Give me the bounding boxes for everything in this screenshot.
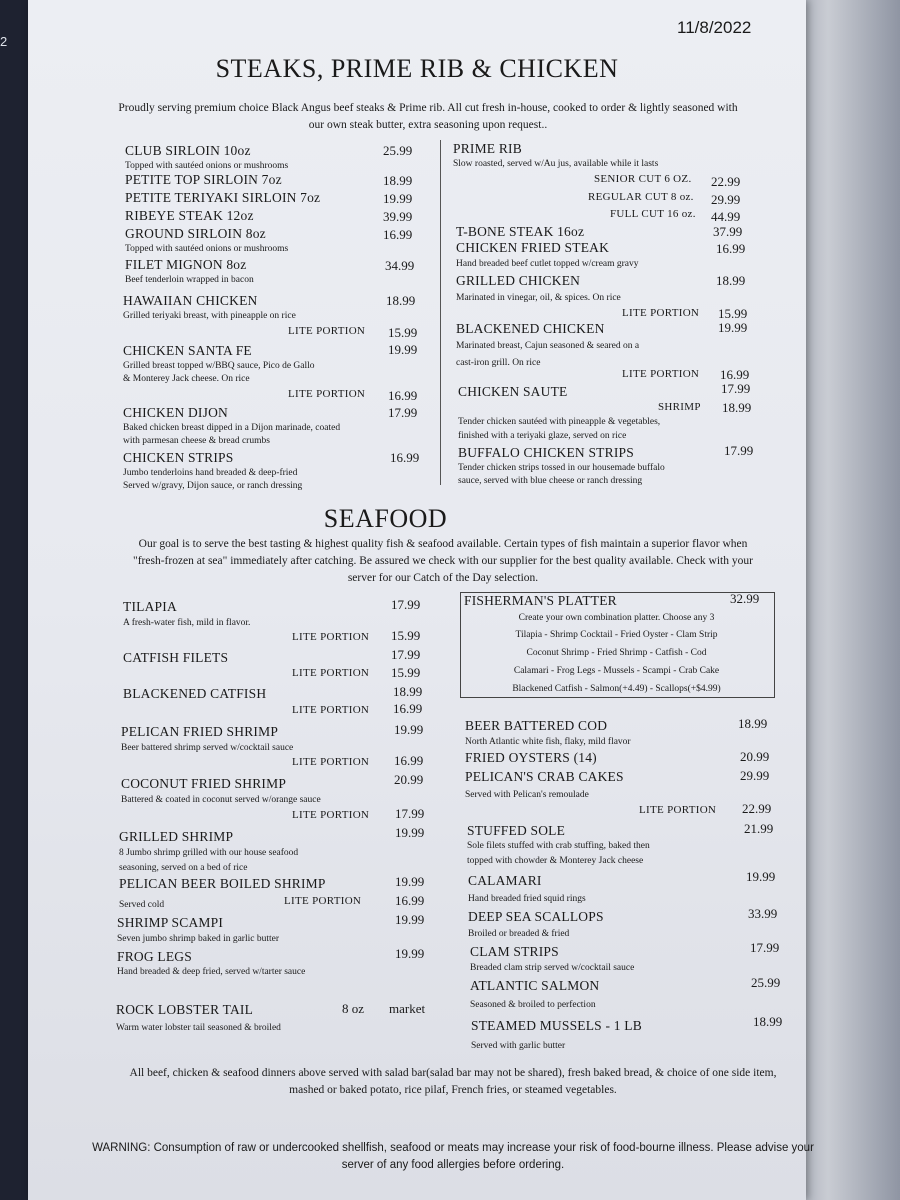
- item-name: PETITE TERIYAKI SIRLOIN 7oz: [125, 190, 321, 205]
- item-name: SHRIMP SCAMPI: [117, 915, 224, 930]
- page-marker: 2: [0, 34, 8, 49]
- lite-portion-price: 16.99: [393, 701, 423, 716]
- item-price: 17.99: [391, 597, 421, 612]
- item-desc: Seasoned & broiled to perfection: [470, 1000, 596, 1010]
- item-desc: Topped with sautéed onions or mushrooms: [125, 244, 289, 254]
- item-size: 8 oz: [342, 1001, 365, 1016]
- item-name: FRIED OYSTERS (14): [465, 750, 597, 765]
- lite-portion-label: LITE PORTION: [622, 368, 700, 380]
- item-name: CLAM STRIPS: [470, 944, 559, 959]
- item-price: 17.99: [750, 940, 780, 955]
- item-name: HAWAIIAN CHICKEN: [123, 293, 258, 308]
- lite-portion-price: 15.99: [718, 306, 748, 321]
- item-price: 16.99: [383, 227, 413, 242]
- item-price: 17.99: [724, 443, 754, 458]
- item-desc: topped with chowder & Monterey Jack cheese: [467, 856, 644, 866]
- item-name: DEEP SEA SCALLOPS: [468, 909, 604, 924]
- item-desc: Marinated breast, Cajun seasoned & seared on a: [456, 341, 640, 351]
- item-desc: Served cold: [119, 900, 165, 910]
- lite-portion-label: LITE PORTION: [284, 895, 362, 907]
- menu-page: [28, 0, 814, 1200]
- cut-label: FULL CUT 16 oz.: [610, 208, 696, 220]
- cut-label: SENIOR CUT 6 OZ.: [594, 173, 692, 185]
- item-name: RIBEYE STEAK 12oz: [125, 208, 254, 223]
- item-desc: Slow roasted, served w/Au jus, available while it lasts: [453, 159, 659, 169]
- cut-price: 22.99: [711, 174, 741, 189]
- lite-portion-price: 16.99: [720, 367, 750, 382]
- item-name: FISHERMAN'S PLATTER: [464, 593, 617, 608]
- item-name: GROUND SIRLOIN 8oz: [125, 226, 266, 241]
- shrimp-option-price: 18.99: [722, 400, 752, 415]
- item-desc: Breaded clam strip served w/cocktail sauce: [470, 963, 635, 973]
- item-name: PELICAN'S CRAB CAKES: [465, 769, 624, 784]
- item-desc: sauce, served with blue cheese or ranch dressing: [458, 476, 643, 486]
- item-desc: Beer battered shrimp served w/cocktail sauce: [121, 743, 294, 753]
- item-name: CALAMARI: [468, 873, 542, 888]
- seafood-heading: SEAFOOD: [323, 504, 448, 533]
- item-price: 25.99: [383, 143, 413, 158]
- lite-portion-price: 17.99: [395, 806, 425, 821]
- platter-instructions: Create your own combination platter. Choose any 3: [518, 613, 715, 623]
- item-price: 37.99: [713, 224, 743, 239]
- item-price: 17.99: [391, 647, 421, 662]
- platter-option-line: Blackened Catfish - Salmon(+4.49) - Scallops(+$4.99): [512, 684, 721, 694]
- item-desc: Hand breaded fried squid rings: [468, 894, 586, 904]
- column-divider: [440, 140, 441, 485]
- item-name: PELICAN BEER BOILED SHRIMP: [119, 876, 326, 891]
- lite-portion-label: LITE PORTION: [292, 667, 370, 679]
- item-name: GRILLED CHICKEN: [456, 273, 581, 288]
- item-price: 16.99: [716, 241, 746, 256]
- menu-date: 11/8/2022: [677, 18, 752, 37]
- item-name: ATLANTIC SALMON: [470, 978, 600, 993]
- item-name: BUFFALO CHICKEN STRIPS: [458, 445, 634, 460]
- item-desc: cast-iron grill. On rice: [456, 358, 541, 368]
- item-name: FILET MIGNON 8oz: [125, 257, 247, 272]
- item-price: 19.99: [395, 946, 425, 961]
- item-price: 18.99: [386, 293, 416, 308]
- item-price: 29.99: [740, 768, 770, 783]
- item-price: 33.99: [748, 906, 778, 921]
- item-price: 19.99: [395, 912, 425, 927]
- item-price: 19.99: [718, 320, 748, 335]
- lite-portion-price: 16.99: [394, 753, 424, 768]
- lite-portion-label: LITE PORTION: [292, 704, 370, 716]
- item-name: GRILLED SHRIMP: [119, 829, 234, 844]
- item-desc: Hand breaded beef cutlet topped w/cream gravy: [456, 259, 639, 269]
- item-price: 39.99: [383, 209, 413, 224]
- item-desc: Tender chicken strips tossed in our housemade buffalo: [458, 463, 665, 473]
- lite-portion-price: 15.99: [391, 665, 421, 680]
- item-name: BLACKENED CHICKEN: [456, 321, 605, 336]
- item-name: CHICKEN SANTA FE: [123, 343, 252, 358]
- platter-option-line: Tilapia - Shrimp Cocktail - Fried Oyster - Clam Strip: [515, 630, 718, 640]
- item-desc: North Atlantic white fish, flaky, mild flavor: [465, 737, 631, 747]
- lite-portion-price: 22.99: [742, 801, 772, 816]
- item-desc: Grilled breast topped w/BBQ sauce, Pico de Gallo: [123, 361, 315, 371]
- item-price: 19.99: [394, 722, 424, 737]
- steaks-heading: STEAKS, PRIME RIB & CHICKEN: [215, 54, 619, 83]
- item-price: 19.99: [746, 869, 776, 884]
- item-desc: Sole filets stuffed with crab stuffing, baked then: [467, 841, 650, 851]
- item-price: 21.99: [744, 821, 774, 836]
- item-desc: Battered & coated in coconut served w/orange sauce: [121, 795, 321, 805]
- seafood-intro: Our goal is to serve the best tasting & highest quality fish & seafood available. Certain types of fish maintain a superior flavor when "fresh-frozen at sea" immediately after catching. Be assured we check with our supplier for the best quality available. Check with your server for our Catch of the Day selection.: [133, 538, 753, 584]
- item-name: COCONUT FRIED SHRIMP: [121, 776, 287, 791]
- item-name: CHICKEN SAUTE: [458, 384, 568, 399]
- item-name: CATFISH FILETS: [123, 650, 229, 665]
- item-desc: Tender chicken sautéed with pineapple & vegetables,: [458, 417, 661, 427]
- lite-portion-label: LITE PORTION: [292, 631, 370, 643]
- item-name: BLACKENED CATFISH: [123, 686, 267, 701]
- item-name: CHICKEN FRIED STEAK: [456, 240, 610, 255]
- cut-price: 29.99: [711, 192, 741, 207]
- shrimp-option-label: SHRIMP: [658, 401, 701, 413]
- item-price: 19.99: [395, 874, 425, 889]
- item-price: 18.99: [753, 1014, 783, 1029]
- lite-portion-label: LITE PORTION: [288, 325, 366, 337]
- item-desc: Warm water lobster tail seasoned & broiled: [116, 1023, 281, 1033]
- item-desc: with parmesan cheese & bread crumbs: [123, 436, 270, 446]
- item-name: PRIME RIB: [453, 141, 522, 156]
- cut-price: 44.99: [711, 209, 741, 224]
- item-desc: 8 Jumbo shrimp grilled with our house seafood: [119, 848, 299, 858]
- dinner-footer-note: All beef, chicken & seafood dinners above served with salad bar(salad bar may not be shared), fresh baked bread, & choice of one side item, mashed or baked potato, rice pilaf, French fries, or steamed vegetables.: [129, 1067, 777, 1096]
- item-desc: Served with garlic butter: [471, 1041, 566, 1051]
- item-name: STUFFED SOLE: [467, 823, 566, 838]
- item-name: FROG LEGS: [117, 949, 192, 964]
- item-name: CHICKEN DIJON: [123, 405, 228, 420]
- item-price: 17.99: [388, 405, 418, 420]
- item-name: BEER BATTERED COD: [465, 718, 608, 733]
- item-desc: seasoning, served on a bed of rice: [119, 863, 248, 873]
- item-price: 19.99: [383, 191, 413, 206]
- lite-portion-label: LITE PORTION: [292, 756, 370, 768]
- item-price: 19.99: [395, 825, 425, 840]
- lite-portion-price: 15.99: [391, 628, 421, 643]
- platter-option-line: Coconut Shrimp - Fried Shrimp - Catfish - Cod: [526, 648, 707, 658]
- item-desc: Hand breaded & deep fried, served w/tarter sauce: [117, 967, 306, 977]
- item-price: 16.99: [390, 450, 420, 465]
- lite-portion-label: LITE PORTION: [622, 307, 700, 319]
- item-price: 18.99: [738, 716, 768, 731]
- item-price: 18.99: [716, 273, 746, 288]
- item-name: CLUB SIRLOIN 10oz: [125, 143, 251, 158]
- item-name: CHICKEN STRIPS: [123, 450, 234, 465]
- item-price: 25.99: [751, 975, 781, 990]
- food-safety-warning: WARNING: Consumption of raw or undercooked shellfish, seafood or meats may increase your risk of food-bourne illness. Please advise your server of any food allergies before ordering.: [92, 1142, 814, 1171]
- lite-portion-price: 15.99: [388, 325, 418, 340]
- item-price: 18.99: [393, 684, 423, 699]
- item-desc: Grilled teriyaki breast, with pineapple on rice: [123, 311, 296, 321]
- item-desc: Broiled or breaded & fried: [468, 929, 570, 939]
- item-desc: A fresh-water fish, mild in flavor.: [123, 618, 251, 628]
- item-price: 34.99: [385, 258, 415, 273]
- steaks-intro: Proudly serving premium choice Black Angus beef steaks & Prime rib. All cut fresh in-house, cooked to order & lightly seasoned with our own steak butter, extra seasoning upon request..: [118, 102, 738, 131]
- item-desc: Beef tenderloin wrapped in bacon: [125, 275, 254, 285]
- item-name: ROCK LOBSTER TAIL: [116, 1002, 254, 1017]
- item-name: T-BONE STEAK 16oz: [456, 224, 585, 239]
- item-price: 19.99: [388, 342, 418, 357]
- item-name: STEAMED MUSSELS - 1 LB: [471, 1018, 642, 1033]
- item-price: 32.99: [730, 591, 760, 606]
- item-desc: Served with Pelican's remoulade: [465, 790, 589, 800]
- item-desc: Marinated in vinegar, oil, & spices. On rice: [456, 293, 621, 303]
- item-price: 17.99: [721, 381, 751, 396]
- item-desc: Jumbo tenderloins hand breaded & deep-fried: [123, 468, 298, 478]
- platter-option-line: Calamari - Frog Legs - Mussels - Scampi - Crab Cake: [513, 666, 720, 676]
- item-desc: finished with a teriyaki glaze, served on rice: [458, 431, 627, 441]
- lite-portion-label: LITE PORTION: [292, 809, 370, 821]
- item-price: 20.99: [740, 749, 770, 764]
- lite-portion-price: 16.99: [395, 893, 425, 908]
- item-desc: Served w/gravy, Dijon sauce, or ranch dressing: [123, 481, 303, 491]
- item-name: PELICAN FRIED SHRIMP: [121, 724, 279, 739]
- item-name: TILAPIA: [123, 599, 177, 614]
- lite-portion-label: LITE PORTION: [288, 388, 366, 400]
- item-desc: Baked chicken breast dipped in a Dijon marinade, coated: [123, 423, 341, 433]
- lite-portion-price: 16.99: [388, 388, 418, 403]
- cut-label: REGULAR CUT 8 oz.: [588, 191, 694, 203]
- item-desc: Seven jumbo shrimp baked in garlic butter: [117, 934, 279, 944]
- item-name: PETITE TOP SIRLOIN 7oz: [125, 172, 282, 187]
- lite-portion-label: LITE PORTION: [639, 804, 717, 816]
- item-desc: Topped with sautéed onions or mushrooms: [125, 161, 289, 171]
- item-desc: & Monterey Jack cheese. On rice: [123, 374, 250, 384]
- item-price: 20.99: [394, 772, 424, 787]
- item-price: market: [389, 1001, 426, 1016]
- item-price: 18.99: [383, 173, 413, 188]
